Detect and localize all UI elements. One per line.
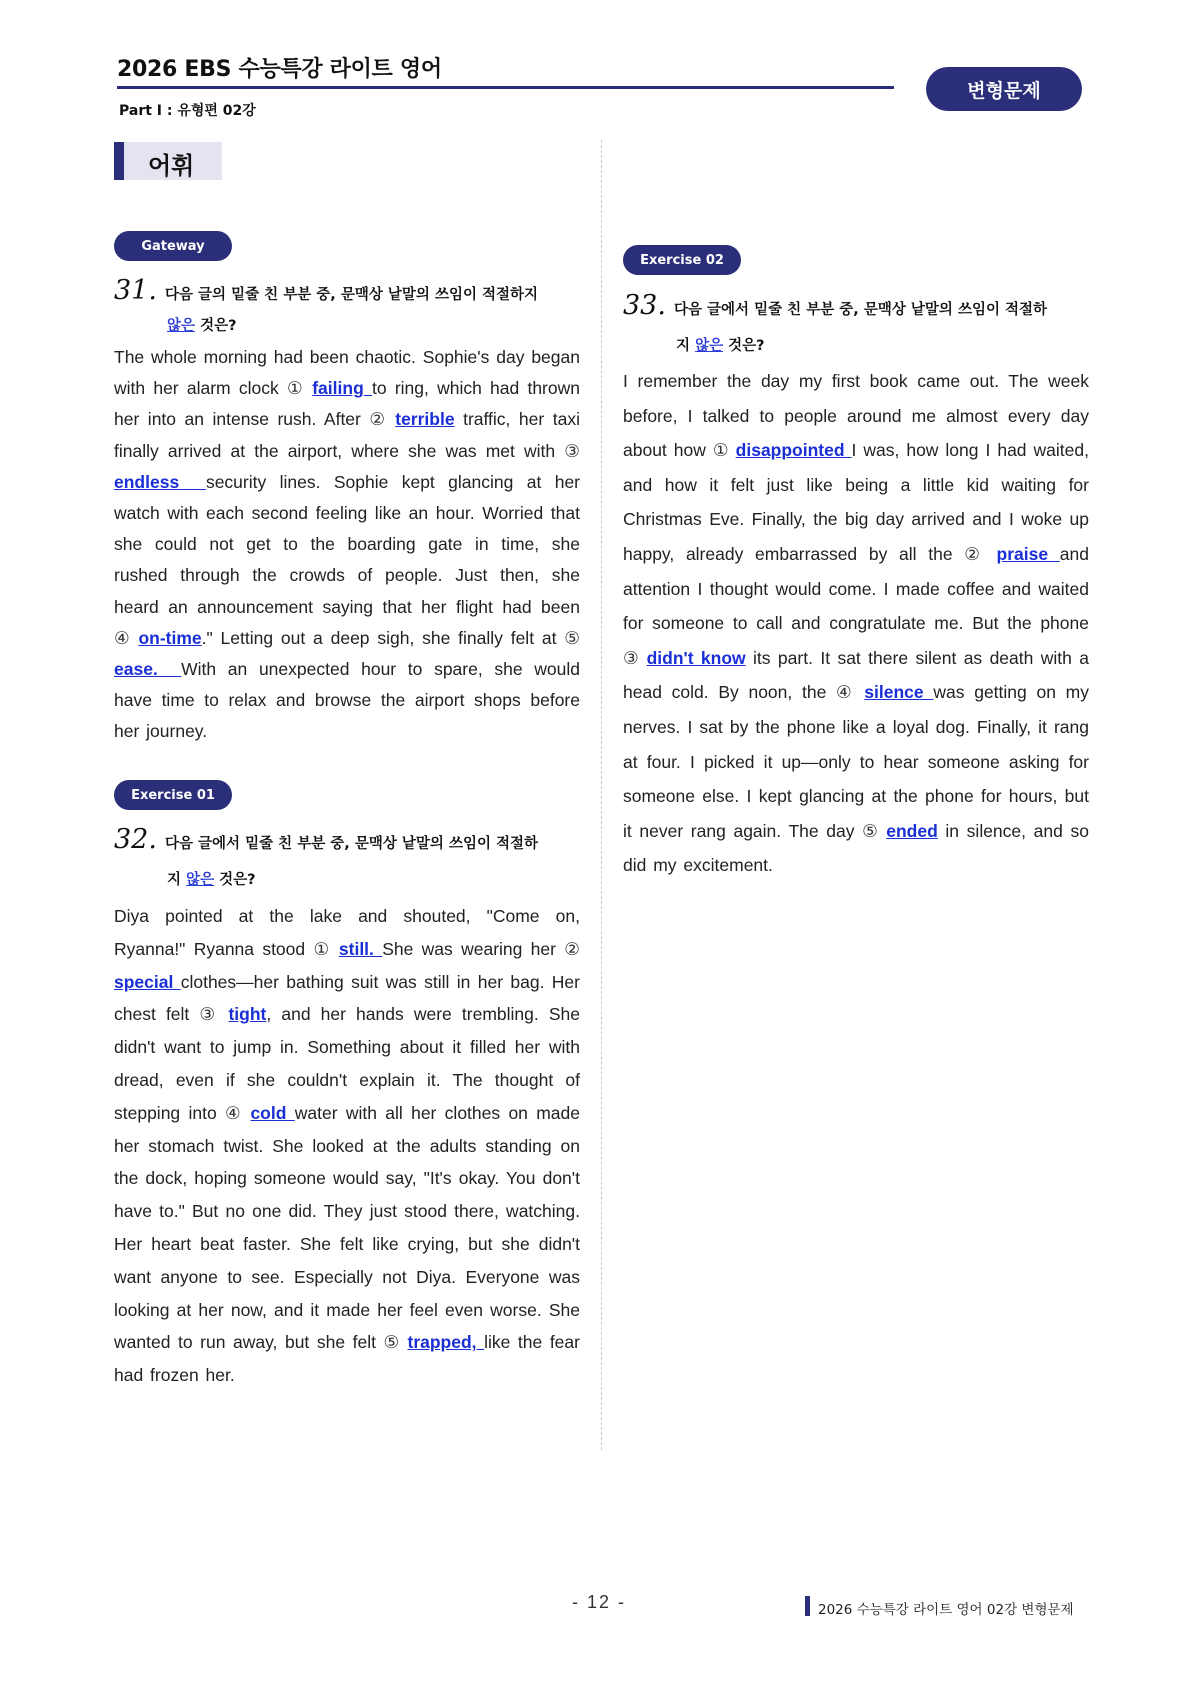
question-32-instruction xyxy=(114,822,580,898)
passage-31: The whole morning had been chaotic. Sophie's day began with her alarm clock ① failing to ring, which had thrown her into an intense rush. After ② terrible traffic, her taxi finally arrived at the airport, where she was met with ③ endless security lines. Sophie kept glancing at her watch with each second feeling like an hour. Worried that she could not get to the boarding gate in time, she rushed through the crowds of people. Just then, she heard an announcement saying that her flight had been ④ on-time." Letting out a deep sigh, she finally felt at ⑤ ease. With an unexpected hour to spare, she would have time to relax and browse the airport shops before her journey. xyxy=(114,347,580,742)
underlined-word: tight xyxy=(228,1004,267,1025)
choice-number: ③ xyxy=(564,440,580,461)
choice-number: ③ xyxy=(623,647,640,668)
underline-gap xyxy=(845,440,852,460)
choice-number: ② xyxy=(369,409,387,430)
choice-number: ⑤ xyxy=(383,1332,400,1353)
footer-title: 2026 수능특강 라이트 영어 02강 변형문제 xyxy=(818,1602,1074,1618)
underlined-word: praise xyxy=(996,543,1049,564)
choice-number: ⑤ xyxy=(564,627,580,648)
gateway-pill: Gateway xyxy=(114,231,232,261)
choice-number: ④ xyxy=(836,682,855,703)
underline-gap xyxy=(158,659,181,679)
page-number: - 12 - xyxy=(572,1592,627,1612)
section-marker xyxy=(114,142,124,180)
underlined-word: still. xyxy=(338,938,374,959)
part-subtitle: Part Ⅰ : 유형편 02강 xyxy=(119,103,256,119)
underline-gap xyxy=(173,972,180,992)
exercise-02-pill: Exercise 02 xyxy=(623,245,741,275)
question-31-number: 31. xyxy=(114,275,157,306)
question-33-number: 33. xyxy=(623,290,666,321)
choice-number: ⑤ xyxy=(862,820,879,841)
passage-33: I remember the day my first book came out. The week before, I talked to people around me almost every day about how ① disappointed I was, how long I had waited, and how it felt just like being a little kid waiting for Christmas Eve. Finally, the big day arrived and I woke up happy, already embarrassed by all the ② praise and attention I thought would come. I made coffee and waited for someone to call and congratulate me. But the phone ③ didn't know its part. It sat there silent as death with a head cold. By noon, the ④ silence was getting on my nerves. I sat by the phone like a loyal dog. Finally, it rang at four. I picked it up—only to hear someone asking for someone else. I kept glancing at the phone for hours, but it never rang again. The day ⑤ ended in silence, and so did my excitement. xyxy=(623,371,1089,876)
underline-gap xyxy=(374,939,382,959)
question-33-negation: 않은 xyxy=(695,338,724,354)
underlined-word: terrible xyxy=(395,409,455,430)
question-31-text: 다음 글의 밑줄 친 부분 중, 문맥상 낱말의 쓰임이 적절하지 xyxy=(164,287,539,303)
choice-number: ① xyxy=(313,938,331,959)
question-33-text-line2: 지 xyxy=(676,338,696,354)
section-label: 어휘 xyxy=(148,152,195,180)
choice-number: ① xyxy=(286,378,304,399)
underlined-word: disappointed xyxy=(735,440,845,461)
underlined-word: endless xyxy=(114,471,180,492)
underlined-word: ended xyxy=(886,820,938,841)
choice-number: ② xyxy=(964,543,985,564)
underlined-word: cold xyxy=(250,1102,287,1123)
question-33-instruction xyxy=(623,288,1089,364)
choice-number: ④ xyxy=(225,1102,243,1123)
column-divider xyxy=(601,140,602,1450)
underlined-word: trapped, xyxy=(407,1332,477,1353)
question-32-text-line2: 지 xyxy=(167,872,187,888)
underlined-word: failing xyxy=(312,378,364,399)
section-heading xyxy=(114,142,222,180)
underlined-word: special xyxy=(114,971,174,992)
question-31-negation: 않은 xyxy=(167,318,196,334)
choice-number: ③ xyxy=(199,1004,219,1025)
underline-gap xyxy=(1048,544,1060,564)
underline-gap xyxy=(286,1103,294,1123)
question-32-number: 32. xyxy=(114,824,157,855)
choice-number: ② xyxy=(564,938,580,959)
question-33-text-end: 것은? xyxy=(723,338,765,354)
variant-badge: 변형문제 xyxy=(926,67,1082,111)
underline-gap xyxy=(477,1332,485,1352)
question-32-text-end: 것은? xyxy=(214,872,256,888)
question-31-instruction xyxy=(114,275,580,342)
choice-number: ④ xyxy=(114,627,131,648)
underline-gap xyxy=(364,378,372,398)
underline-gap xyxy=(924,682,934,702)
underlined-word: on-time xyxy=(138,627,202,648)
question-31-text-end: 것은? xyxy=(195,318,237,334)
underlined-word: ease. xyxy=(114,659,158,680)
footer-marker xyxy=(805,1596,810,1616)
question-32-negation: 않은 xyxy=(186,872,215,888)
passage-32: Diya pointed at the lake and shouted, "Come on, Ryanna!" Ryanna stood ① still. She was wearing her ② special clothes—her bathing suit was still in her bag. Her chest felt ③ tight, and her hands were trembling. She didn't want to jump in. Something about it filled her with dread, even if she couldn't explain it. The thought of stepping into ④ cold water with all her clothes on made her stomach twist. She looked at the adults standing on the dock, hoping someone would say, "It's okay. You don't have to." But no one did. They just stood there, watching. Her heart beat faster. She felt like crying, but she didn't want anyone to see. Especially not Diya. Everyone was looking at her now, and it made her feel even worse. She wanted to run away, but she felt ⑤ trapped, like the fear had frozen her. xyxy=(114,906,580,1386)
choice-number: ① xyxy=(712,440,729,461)
document-title: 2026 EBS 수능특강 라이트 영어 xyxy=(117,57,442,82)
header-divider xyxy=(117,86,894,89)
underline-gap xyxy=(179,472,206,492)
question-33-text: 다음 글에서 밑줄 친 부분 중, 문맥상 낱말의 쓰임이 적절하 xyxy=(673,302,1048,318)
underlined-word: silence xyxy=(864,682,924,703)
question-32-text: 다음 글에서 밑줄 친 부분 중, 문맥상 낱말의 쓰임이 적절하 xyxy=(164,836,539,852)
underlined-word: didn't know xyxy=(646,647,746,668)
exercise-01-pill: Exercise 01 xyxy=(114,780,232,810)
